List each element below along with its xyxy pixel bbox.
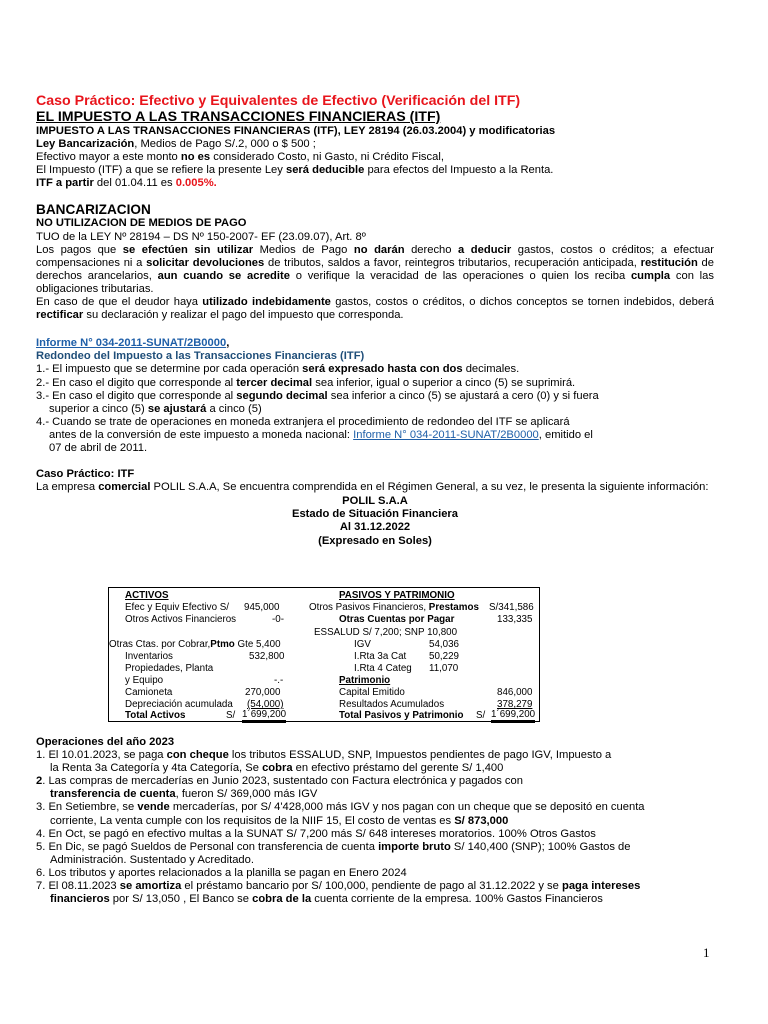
informe-link[interactable]: Informe N° 034-2011-SUNAT/2B0000 (36, 337, 227, 350)
informe-link-2[interactable]: Informe N° 034-2011-SUNAT/2B0000 (353, 428, 539, 441)
op-2: 2. Las compras de mercaderías en Junio 2023, sustentado con Factura electrónica y pagados con (36, 775, 523, 788)
paragraph-run: se efectúen sin utilizar (122, 243, 254, 256)
total-activos-label: Total Activos (125, 710, 186, 721)
otros-activos-label: Otros Activos Financieros (125, 614, 237, 625)
op-4: 4. En Oct, se pagó en efectivo multas a la SUNAT S/ 7,200 más S/ 648 intereses moratorios. 100% Otros Gastos (36, 827, 596, 840)
paragraph-run: derecho (404, 243, 459, 256)
rule-3: 3.- En caso el digito que corresponde al segundo decimal sea inferior a cinco (5) se ajustará a cero (0) y si fuera (36, 389, 599, 402)
balance-sheet-table (108, 587, 540, 722)
essalud-snp-line: ESSALUD S/ 7,200; SNP 10,800 (314, 627, 458, 638)
paragraph-run: Los pagos que (36, 243, 123, 256)
paragraph-run: no darán (353, 243, 405, 256)
activos-header: ACTIVOS (125, 590, 169, 601)
resultados-label: Resultados Acumulados (339, 699, 445, 710)
statement-date: Al 31.12.2022 (339, 521, 411, 534)
total-pasivos-value: 1´699,200 (491, 710, 535, 723)
igv-value: 54,036 (429, 639, 459, 650)
rule-4-cont: antes de la conversión de este impuesto a moneda nacional: Informe N° 034-2011-SUNAT/2B0000, emitido el (49, 428, 593, 441)
rule-2: 2.- En caso el digito que corresponde al tercer decimal sea inferior, igual o superior a cinco (5) se suprimirá. (36, 376, 576, 389)
op-1-cont: la Renta 3a Categoría y 4ta Categoría, Se cobra en efectivo préstamo del gerente S/ 1,400 (50, 762, 504, 775)
paragraph-run: de tributos, saldos a favor, reintegros tributarios, recuperación anticipada, (264, 256, 641, 269)
paragraph-run: utilizado indebidamente (202, 296, 331, 309)
total-pasivos-currency: S/ (476, 710, 486, 721)
operaciones-heading: Operaciones del año 2023 (36, 736, 175, 748)
statement-name: Estado de Situación Financiera (292, 508, 458, 521)
page-number: 1 (703, 945, 710, 960)
inventarios-label: Inventarios (125, 651, 173, 662)
propiedades-label: Propiedades, Planta (125, 663, 214, 674)
inventarios-value: 532,800 (249, 651, 285, 662)
rule-4: 4.- Cuando se trate de operaciones en moneda extranjera el procedimiento de redondeo del ITF se aplicará (36, 415, 570, 428)
paragraph-run: su declaración y realizar el pago del impuesto que corresponda. (83, 309, 404, 322)
deducible-line: El Impuesto (ITF) a que se refiere la presente Ley será deducible para efectos del Impuesto a la Renta. (36, 164, 554, 177)
op-5: 5. En Dic, se pagó Sueldos de Personal con transferencia de cuenta importe bruto S/ 140,400 (SNP); 100% Gastos de (36, 840, 631, 853)
resultados-value: 378,279 (497, 699, 533, 710)
op-3-cont: corriente, La venta cumple con los requisitos de la NIIF 15, El costo de ventas es S/ 873,000 (50, 814, 509, 827)
efectivo-line: Efectivo mayor a este monto no es considerado Costo, ni Gasto, ni Crédito Fiscal, (36, 151, 444, 164)
otras-cuentas-pagar-value: 133,335 (497, 614, 533, 625)
op-7-cont: financieros por S/ 13,050 , El Banco se cobra de la cuenta corriente de la empresa. 100% Gastos Financieros (50, 893, 603, 906)
paragraph-run: de derechos arancelarios, (36, 256, 714, 282)
renta-3a-value: 50,229 (429, 651, 459, 662)
caso-heading: Caso Práctico: ITF (36, 468, 135, 481)
pasivos-header: PASIVOS Y PATRIMONIO (339, 590, 455, 601)
statement-currency: (Expresado en Soles) (318, 534, 432, 547)
company-name: POLIL S.A.A (342, 495, 408, 508)
paragraph-run: aun cuando se acredite (157, 269, 290, 282)
informe-title: Redondeo del Impuesto a las Transacciones Financieras (ITF) (36, 350, 365, 363)
paragraph-run: cumpla (630, 269, 671, 282)
camioneta-value: 270,000 (245, 687, 281, 698)
paragraph-run: a deducir (458, 243, 512, 256)
itf-rate-line: ITF a partir del 01.04.11 es 0.005%. (36, 177, 217, 190)
capital-value: 846,000 (497, 687, 533, 698)
patrimonio-header: Patrimonio (339, 675, 391, 686)
op-2-cont: transferencia de cuenta, fueron S/ 369,000 más IGV (50, 788, 318, 801)
rule-3-cont: superior a cinco (5) se ajustará a cinco (5) (49, 402, 262, 415)
equipo-label: y Equipo (125, 675, 164, 686)
rule-4-date: 07 de abril de 2011. (49, 441, 148, 454)
document-page (36, 93, 714, 548)
paragraph-run: con las obligaciones tributarias. (36, 269, 714, 295)
efectivo-label: Efec y Equiv Efectivo S/ (125, 602, 230, 613)
itf-law-line: IMPUESTO A LAS TRANSACCIONES FINANCIERAS (ITF), LEY 28194 (26.03.2004) y modificatorias (36, 125, 556, 137)
otros-pasivos-value: S/341,586 (489, 602, 534, 613)
paragraph-run: gastos, costos o créditos; a efectuar compensaciones ni a (36, 243, 714, 269)
capital-label: Capital Emitido (339, 687, 405, 698)
total-pasivos-label: Total Pasivos y Patrimonio (339, 710, 464, 721)
camioneta-label: Camioneta (125, 687, 173, 698)
depreciacion-value: (54,000) (247, 699, 284, 710)
total-activos-value: 1´699,200 (242, 710, 286, 723)
otros-activos-value: -0- (272, 614, 284, 625)
efectivo-value: 945,000 (244, 602, 280, 613)
paragraph-run: solicitar devoluciones (146, 256, 265, 269)
tuo-reference: TUO de la LEY Nº 28194 – DS Nº 150-2007- EF (23.09.07), Art. 8º (36, 230, 366, 243)
igv-label: IGV (354, 639, 371, 650)
paragraph-run: Medios de Pago (253, 243, 354, 256)
op-7: 7. El 08.11.2023 se amortiza el préstamo bancario por S/ 100,000, pendiente de pago al 31.12.2022 y se paga intereses (36, 880, 641, 893)
equipo-value: -.- (274, 675, 284, 686)
operaciones-section (36, 736, 726, 906)
paragraph-run: En caso de que el deudor haya (36, 296, 203, 309)
renta-3a-label: I.Rta 3a Cat (354, 651, 407, 662)
informe-line: Informe N° 034-2011-SUNAT/2B0000, (36, 337, 230, 350)
document-subtitle: EL IMPUESTO A LAS TRANSACCIONES FINANCIERAS (ITF) (36, 109, 441, 125)
caso-intro: La empresa comercial POLIL S.A.A, Se encuentra comprendida en el Régimen General, a su vez, le presenta la siguiente información: (36, 481, 709, 494)
op-1: 1. El 10.01.2023, se paga con cheque los tributos ESSALUD, SNP, Impuestos pendientes de pago IGV, Impuesto a (36, 749, 612, 762)
paragraph-run: gastos, costos o créditos, o dichos conceptos se tornen indebidos, deberá (330, 296, 714, 309)
otras-ctas-cobrar: Otras Ctas. por Cobrar,Ptmo Gte 5,400 (109, 639, 281, 650)
bancarizacion-paragraph-2 (36, 296, 714, 322)
paragraph-run: rectificar (36, 309, 84, 322)
renta-4-label: I.Rta 4 Categ (354, 663, 412, 674)
depreciacion-label: Depreciación acumulada (125, 699, 233, 710)
bancarizacion-paragraph-1 (36, 244, 714, 296)
bancarizacion-heading: BANCARIZACION (36, 202, 151, 218)
total-activos-currency: S/ (226, 710, 236, 721)
op-5-cont: Administración. Sustentado y Acreditado. (50, 853, 254, 866)
bancarizacion-subheading: NO UTILIZACION DE MEDIOS DE PAGO (36, 217, 247, 230)
op-3: 3. En Setiembre, se vende mercaderías, por S/ 4'428,000 más IGV y nos pagan con un cheque que se depositó en cuenta (36, 801, 645, 814)
bancarizacion-line: Ley Bancarización, Medios de Pago S/.2, 000 o $ 500 ; (36, 138, 316, 151)
document-title: Caso Práctico: Efectivo y Equivalentes de Efectivo (Verificación del ITF) (36, 93, 521, 109)
rule-1: 1.- El impuesto que se determine por cada operación será expresado hasta con dos decimales. (36, 363, 520, 376)
renta-4-value: 11,070 (429, 663, 459, 674)
op-6: 6. Los tributos y aportes relacionados a la planilla se pagan en Enero 2024 (36, 866, 407, 879)
paragraph-run: restitución (640, 256, 698, 269)
otras-cuentas-pagar-label: Otras Cuentas por Pagar (339, 614, 455, 625)
paragraph-run: o verifique la veracidad de las operaciones o quien los reciba (289, 269, 631, 282)
otros-pasivos-label: Otros Pasivos Financieros, Prestamos (309, 602, 479, 613)
